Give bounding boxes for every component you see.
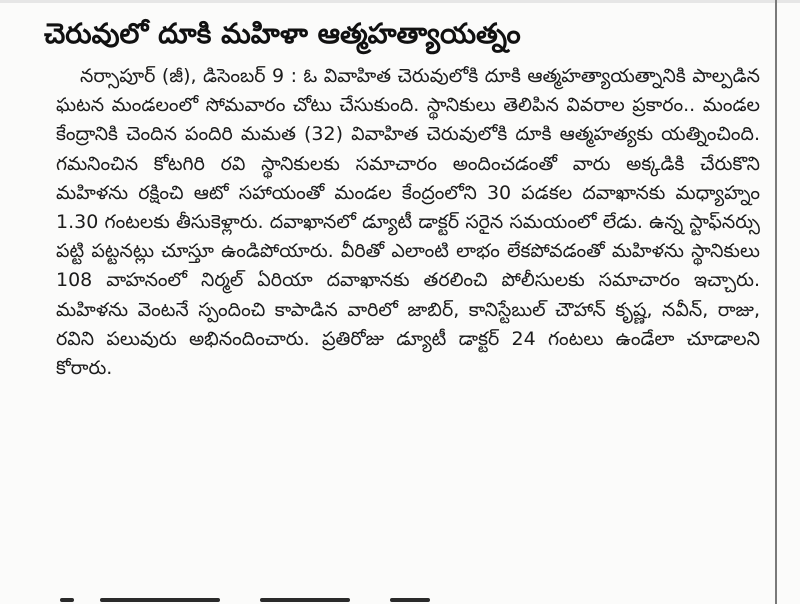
top-border	[0, 0, 800, 3]
next-article-cutoff	[60, 592, 440, 604]
column-rule	[775, 0, 777, 604]
article-body: నర్సాపూర్ (జీ), డిసెంబర్ 9 : ఓ వివాహిత చెరువులోకి దూకి ఆత్మహత్యాయత్నానికి పాల్పడిన ఘటన మండలంలో సోమవారం చోటు చేసుకుంది. స్థానికులు తెలిపిన వివరాల ప్రకారం.. మండల కేంద్రానికి చెందిన పందిరి మమత (32) వివాహిత చెరువులోకి దూకి ఆత్మహత్యకు యత్నించింది. గమనించిన కోటగిరి రవి స్థానికులకు సమాచారం అందించడంతో వారు అక్కడికి చేరుకొని మహిళను రక్షించి ఆటో సహాయంతో మండల కేంద్రంలోని 30 పడకల దవాఖానకు మధ్యాహ్నం 1.30 గంటలకు తీసుకెళ్లారు. దవాఖానలో డ్యూటీ డాక్టర్ సరైన సమయంలో లేడు. ఉన్న స్టాఫ్‌నర్సు పట్టి పట్టనట్లు చూస్తూ ఉండిపోయారు. వీరితో ఎలాంటి లాభం లేకపోవడంతో మహిళను స్థానికులు 108 వాహనంలో నిర్మల్ ఏరియా దవాఖానకు తరలించి పోలీసులకు సమాచారం ఇచ్చారు. మహిళను వెంటనే స్పందించి కాపాడిన వారిలో జాబిర్, కానిస్టేబుల్ చౌహాన్ కృష్ణ, నవీన్, రాజు, రవిని పలువురు అభినందించారు. ప్రతిరోజు డ్యూటీ డాక్టర్ 24 గంటలు ఉండేలా చూడాలని కోరారు.	[56, 65, 760, 380]
article-headline: చెరువులో దూకి మహిళా ఆత్మహత్యాయత్నం	[44, 17, 521, 50]
